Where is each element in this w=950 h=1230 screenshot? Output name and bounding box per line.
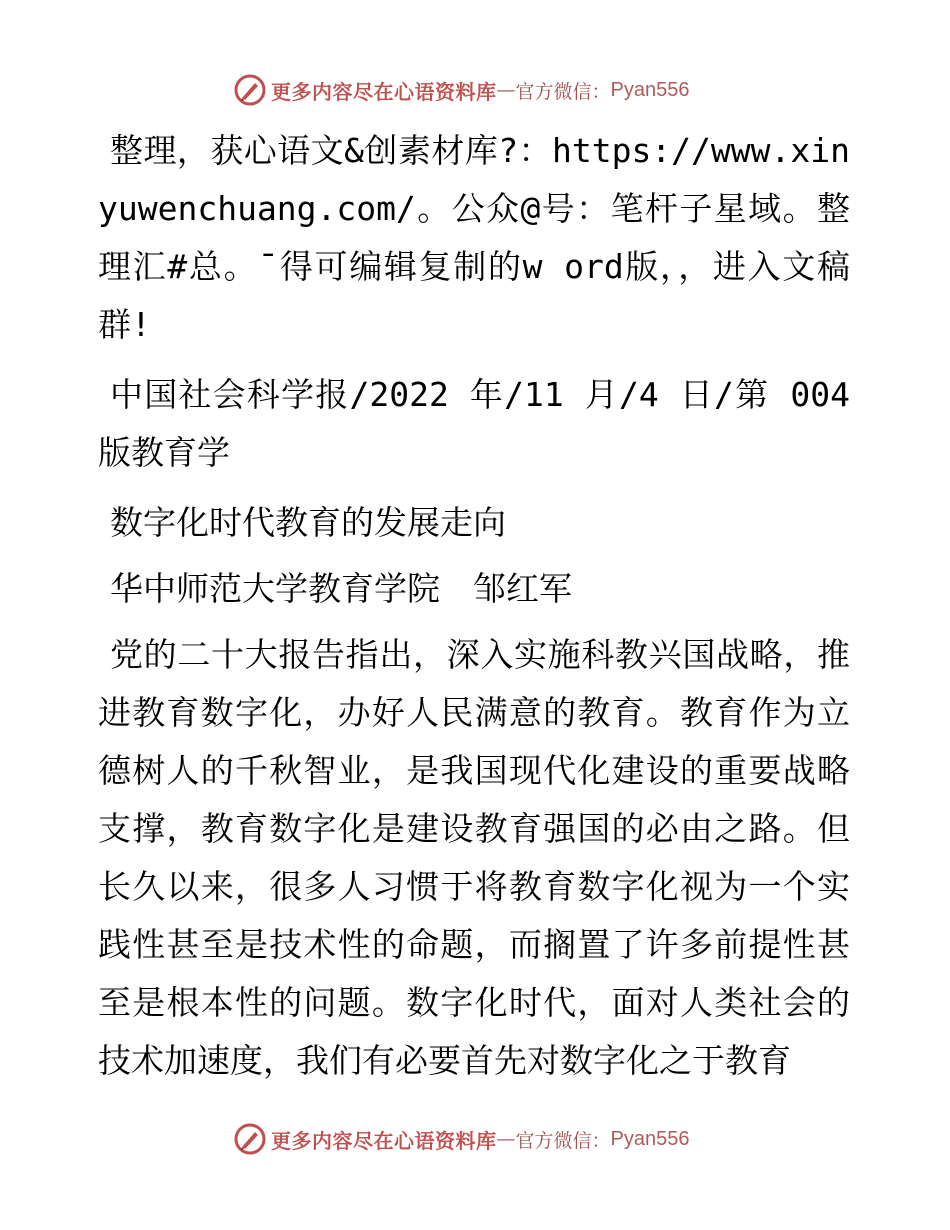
banner-main-text: 更多内容尽在心语资料库 xyxy=(271,1128,497,1153)
document-body xyxy=(98,122,850,1090)
banner-contact-label: 官方微信： xyxy=(515,80,611,103)
article-author: 华中师范大学教育学院 邹红军 xyxy=(110,569,572,608)
banner-separator: — xyxy=(496,79,516,101)
banner-separator: — xyxy=(496,1128,516,1150)
banner-contact-id: Pyan556 xyxy=(610,1127,690,1150)
article-title: 数字化时代教育的发展走向 xyxy=(110,503,506,542)
header-banner xyxy=(233,72,689,108)
source-line: 中国社会科学报/2022 年/11 月/4 日/第 004 版教育学 xyxy=(98,375,850,472)
banner-contact-id: Pyan556 xyxy=(610,78,690,101)
pen-logo-icon xyxy=(233,73,267,107)
body-paragraph: 党的二十大报告指出，深入实施科教兴国战略，推进教育数字化，办好人民满意的教育。教育作为立德树人的千秋智业，是我国现代化建设的重要战略支撑，教育数字化是建设教育强国的必由之路。但长久以来，很多人习惯于将教育数字化视为一个实践性甚至是技术性的命题，而搁置了许多前提性甚至是根本性的问题。数字化时代，面对人类社会的技术加速度，我们有必要首先对数字化之于教育 xyxy=(98,635,850,1080)
footer-banner xyxy=(233,1121,689,1157)
banner-main-text: 更多内容尽在心语资料库 xyxy=(271,79,497,104)
banner-contact-label: 官方微信： xyxy=(515,1129,611,1152)
intro-note: 整理，获心语文&创素材库?：https://www.xinyuwenchuang.com/。公众@号：笔杆子星域。整理汇#总。¯得可编辑复制的w ord版，，进入文稿群! xyxy=(98,131,850,344)
pen-logo-icon xyxy=(233,1122,267,1156)
